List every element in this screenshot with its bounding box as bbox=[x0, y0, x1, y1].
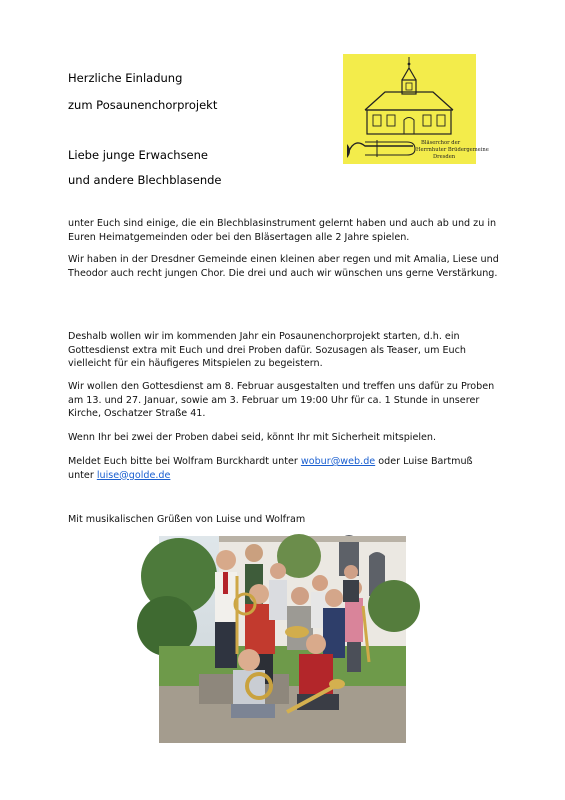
contact-text-a: Meldet Euch bitte bei Wolfram Burckhardt unter bbox=[68, 456, 301, 467]
choir-group-photo bbox=[159, 536, 406, 743]
salutation-line-1: Liebe junge Erwachsene bbox=[68, 148, 208, 162]
email-link-luise[interactable]: luise@golde.de bbox=[96, 469, 171, 481]
logo-caption-2: Herrnhuter Brüdergemeine bbox=[416, 147, 489, 153]
paragraph-4: Wir wollen den Gottesdienst am 8. Februar ausgestalten und treffen uns dafür zu Proben am 13. und 27. Januar, sowie am 3. Februar um 19:00 Uhr für ca. 1 Stunde in unserer Kirche, Oschatzer Straße 41. bbox=[68, 381, 495, 420]
contact-text-b: oder Luise Bartmuß unter bbox=[68, 456, 473, 481]
paragraph-2: Wir haben in der Dresdner Gemeinde einen kleinen aber regen und mit Amalia, Liese und Theodor auch recht jungen Chor. Die drei und auch wir wünschen uns gerne Verstärkung. bbox=[68, 254, 499, 279]
paragraph-3: Deshalb wollen wir im kommenden Jahr ein Posaunenchorprojekt starten, d.h. ein Gottesdienst extra mit Euch und drei Proben dafür. Sozusagen als Teaser, um Euch vielleicht für ein häufigeres Mitspielen zu begeistern. bbox=[68, 331, 466, 370]
logo-caption-3: Dresden bbox=[433, 154, 456, 160]
group-photo-illustration bbox=[159, 536, 406, 743]
heading-line-2: zum Posaunenchorprojekt bbox=[68, 98, 218, 112]
choir-logo bbox=[343, 54, 489, 164]
paragraph-6 bbox=[68, 455, 500, 482]
paragraph-1: unter Euch sind einige, die ein Blechblasinstrument gelernt haben und auch ab und zu in Euren Heimatgemeinden oder bei den Bläsertagen alle 2 Jahre spielen. bbox=[68, 218, 497, 243]
email-link-wolfram[interactable]: wobur@web.de bbox=[300, 456, 376, 467]
salutation-line-2: und andere Blechblasende bbox=[68, 173, 222, 187]
church-trombone-logo bbox=[343, 54, 489, 164]
heading-line-1: Herzliche Einladung bbox=[68, 71, 183, 85]
logo-caption-1: Bläserchor der bbox=[421, 140, 461, 146]
closing-line: Mit musikalischen Grüßen von Luise und Wolfram bbox=[68, 514, 306, 525]
paragraph-5: Wenn Ihr bei zwei der Proben dabei seid, könnt Ihr mit Sicherheit mitspielen. bbox=[68, 432, 437, 443]
